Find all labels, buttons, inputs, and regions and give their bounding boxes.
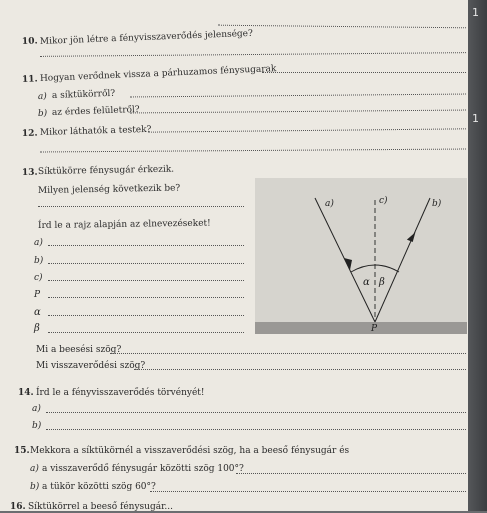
label-a: a)	[325, 199, 334, 209]
q14-number: 14.	[18, 388, 34, 398]
reflection-diagram-svg	[255, 178, 467, 336]
label-b: b)	[432, 199, 442, 209]
q13-item-c-line[interactable]	[48, 280, 244, 281]
q15-a-text: a visszaverődő fénysugár közötti szög 100°?	[42, 464, 244, 474]
q13-naming-question: Írd le a rajz alapján az elnevezéseket!	[37, 218, 211, 231]
q13-phenomenon-question: Milyen jelenség következik be?	[37, 183, 181, 196]
q12-text: Mikor láthatók a testek?	[39, 124, 152, 138]
q13-item-b-line[interactable]	[48, 263, 244, 264]
q13-item-alpha-line[interactable]	[48, 315, 244, 316]
q11-b-text: az érdes felületről?	[51, 104, 140, 118]
label-p: P	[371, 324, 378, 334]
q14-a-answer-line[interactable]	[46, 412, 466, 413]
mirror-surface	[255, 322, 467, 334]
q11-line[interactable]	[262, 72, 466, 73]
q16-number: 16.	[10, 502, 26, 512]
q13-item-c: c)	[34, 273, 43, 283]
q11-number: 11.	[21, 74, 38, 85]
q15-b-answer-line[interactable]	[150, 491, 466, 492]
q13-item-p: P	[34, 290, 41, 300]
label-beta: β	[379, 277, 385, 288]
q13-number: 13.	[21, 167, 38, 178]
q15-b-label: b)	[30, 482, 40, 492]
q10-answer-line-2[interactable]	[40, 52, 466, 57]
q11-b-label: b)	[37, 108, 48, 119]
label-alpha: α	[363, 277, 370, 288]
q13-item-beta: β	[34, 323, 40, 334]
q13-item-b: b)	[34, 256, 44, 266]
q14-b-answer-line[interactable]	[46, 429, 466, 430]
q15-b-text: a tükör közötti szög 60°?	[42, 482, 156, 492]
q13-incidence-question: Mi a beesési szög?	[36, 345, 122, 355]
q14-b-label: b)	[32, 421, 42, 431]
label-c: c)	[379, 196, 388, 206]
q13-reflection-answer-line[interactable]	[134, 369, 466, 370]
q13-item-a-line[interactable]	[48, 245, 244, 246]
q13-reflection-question: Mi visszaverődési szög?	[36, 361, 146, 371]
q11-text: Hogyan verődnek vissza a párhuzamos fénysugarak	[39, 64, 277, 84]
q10-text: Mikor jön létre a fényvisszaverődés jelensége?	[39, 28, 254, 47]
q13-item-p-line[interactable]	[48, 297, 244, 298]
q13-incidence-answer-line[interactable]	[110, 353, 466, 354]
q13-item-alpha: α	[34, 307, 41, 318]
q13-item-beta-line[interactable]	[48, 332, 244, 333]
q11-a-answer-line[interactable]	[130, 94, 466, 98]
edge-mark-top: 1	[472, 6, 479, 19]
q15-text: Mekkora a síktükörnél a visszaverődési szög, ha a beeső fénysugár és	[30, 446, 350, 456]
q15-number: 15.	[14, 446, 30, 456]
edge-mark-mid: 1	[472, 112, 479, 125]
q10-number: 10.	[21, 36, 38, 47]
q12-answer-line-2[interactable]	[40, 149, 466, 153]
q13-text: Síktükörre fénysugár érkezik.	[37, 164, 175, 177]
q14-a-label: a)	[32, 404, 41, 414]
q15-a-answer-line[interactable]	[236, 473, 466, 474]
q12-answer-line[interactable]	[148, 128, 466, 132]
q11-a-label: a)	[37, 91, 48, 102]
reflection-diagram	[255, 178, 467, 336]
page-right-edge	[468, 0, 487, 511]
q13-item-a: a)	[34, 238, 43, 248]
q15-a-label: a)	[30, 464, 39, 474]
q16-text: Síktükörrel a beeső fénysugár...	[28, 502, 173, 512]
q10-answer-line[interactable]	[218, 25, 466, 29]
q11-b-answer-line[interactable]	[130, 110, 466, 114]
q12-number: 12.	[21, 128, 38, 139]
q14-text: Írd le a fényvisszaverődés törvényét!	[36, 388, 205, 398]
q11-a-text: a síktükörről?	[51, 88, 116, 101]
q13-phenomenon-answer-line[interactable]	[38, 206, 244, 207]
